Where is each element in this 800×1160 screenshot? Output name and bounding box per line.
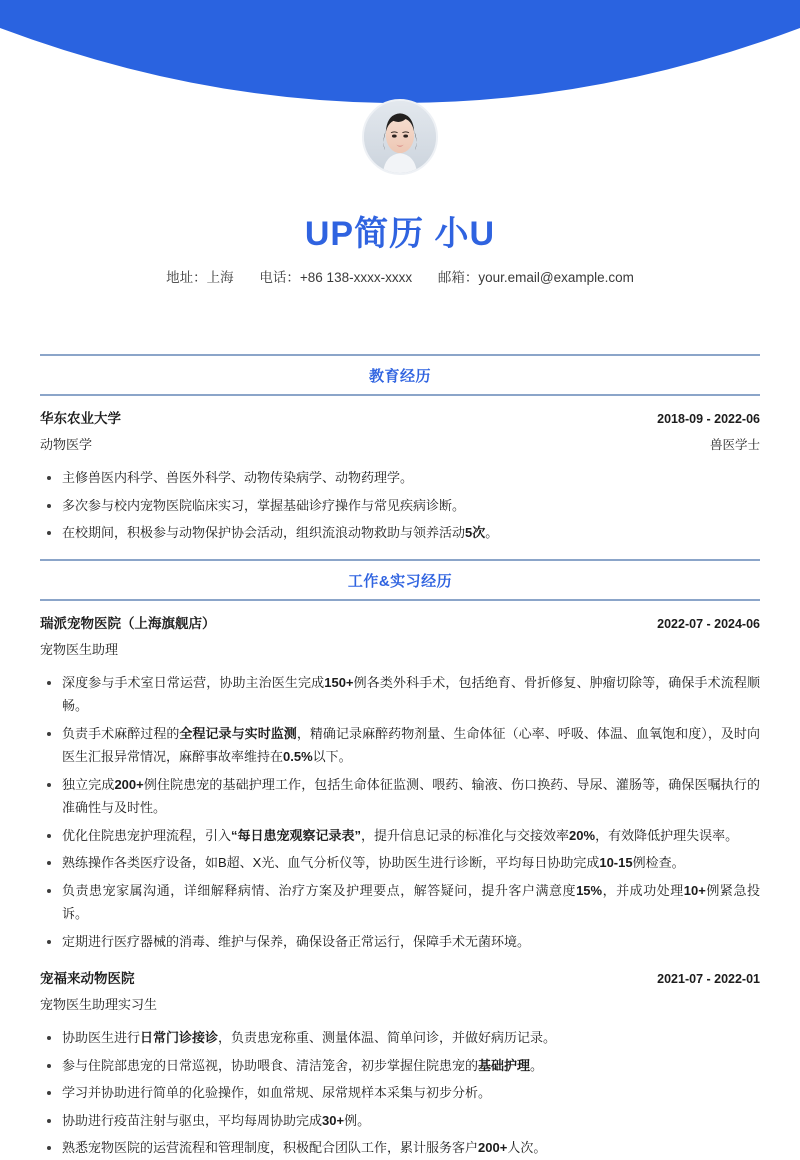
section-title: 教育经历 [368,368,431,385]
section-header [40,354,760,396]
bullet-highlight: 150+ [324,674,354,690]
bullet-highlight: 15% [576,882,603,898]
bullet-item: 负责患宠家属沟通，详细解释病情、治疗方案及护理要点，解答疑问，提升客户满意度15%，并成功处理10+例紧急投诉。 [40,879,760,926]
entry-role: 宠物医生助理实习生 [40,997,158,1012]
entry-organization: 宠福来动物医院 [40,971,135,986]
bullet-highlight: 30+ [322,1112,345,1128]
contact-phone [259,268,412,288]
bullet-item: 协助进行疫苗注射与驱虫，平均每周协助完成30+例。 [40,1109,760,1133]
entry-header-row [40,969,760,989]
resume-body [0,340,800,1160]
entry-degree: 兽医学士 [709,438,760,452]
experience-entry [40,396,760,545]
email-label: 邮箱： [437,270,479,285]
entry-organization: 瑞派宠物医院（上海旗舰店） [40,615,216,631]
experience-entry [40,601,760,954]
bullet-item: 学习并协助进行简单的化验操作，如血常规、尿常规样本采集与初步分析。 [40,1081,760,1105]
entry-organization: 华东农业大学 [40,411,121,426]
bullet-highlight: 200+ [478,1140,508,1155]
bullet-list [40,671,760,954]
bullet-item: 熟悉宠物医院的运营流程和管理制度，积极配合团队工作，累计服务客户200+人次。 [40,1136,760,1160]
bullet-highlight: 10-15 [599,855,633,870]
entry-date-range: 2018-09 - 2022-06 [657,412,760,426]
email-value: your.email@example.com [478,270,634,285]
entry-subheader-row [40,989,760,1015]
entry-role: 宠物医生助理 [40,641,119,657]
entry-date-range: 2021-07 - 2022-01 [657,972,760,986]
page-title: UP简历 小U [304,215,496,253]
address-label: 地址： [166,270,207,285]
contact-line [0,268,800,288]
bullet-item: 多次参与校内宠物医院临床实习，掌握基础诊疗操作与常见疾病诊断。 [40,494,760,518]
section-title: 工作&实习经历 [347,572,453,590]
entry-subheader-row [40,634,760,660]
bullet-highlight: 20% [569,827,596,843]
entry-header-row [40,614,760,634]
experience-entry [40,953,760,1160]
bullet-highlight: 全程记录与实时监测 [179,725,297,741]
contact-address [166,268,234,288]
bullet-highlight: 5次 [465,525,486,540]
entry-subheader-row [40,429,760,455]
bullet-highlight: 0.5% [283,749,313,764]
contact-email [438,268,634,288]
bullet-item: 深度参与手术室日常运营，协助主治医生完成150+例各类外科手术，包括绝育、骨折修复、肿瘤切除等，确保手术流程顺畅。 [40,671,760,718]
bullet-item: 在校期间，积极参与动物保护协会活动，组织流浪动物救助与领养活动5次。 [40,521,760,545]
bullet-item: 独立完成200+例住院患宠的基础护理工作，包括生命体征监测、喂药、输液、伤口换药、导尿、灌肠等，确保医嘱执行的准确性与及时性。 [40,773,760,820]
address-value: 上海 [206,270,234,285]
bullet-item: 定期进行医疗器械的消毒、维护与保养，确保设备正常运行，保障手术无菌环境。 [40,930,760,954]
entry-header-row [40,409,760,429]
entry-date-range: 2022-07 - 2024-06 [657,616,760,631]
phone-value: +86 138-xxxx-xxxx [299,270,413,285]
bullet-item: 熟练操作各类医疗设备，如B超、X光、血气分析仪等，协助医生进行诊断，平均每日协助完成10-15例检查。 [40,851,760,875]
bullet-list [40,1026,760,1160]
bullet-list [40,466,760,545]
bullet-highlight: 日常门诊接诊 [140,1030,219,1045]
bullet-item: 负责手术麻醉过程的全程记录与实时监测，精确记录麻醉药物剂量、生命体征（心率、呼吸、体温、血氧饱和度），及时向医生汇报异常情况，麻醉事故率维持在0.5%以下。 [40,722,760,769]
bullet-highlight: 10+ [683,882,706,898]
section-header [40,559,760,601]
bullet-item: 协助医生进行日常门诊接诊，负责患宠称重、测量体温、简单问诊，并做好病历记录。 [40,1026,760,1050]
entry-role: 动物医学 [40,437,93,452]
phone-label: 电话： [259,270,300,285]
avatar [362,99,438,175]
bullet-item: 主修兽医内科学、兽医外科学、动物传染病学、动物药理学。 [40,466,760,490]
bullet-item: 参与住院部患宠的日常巡视，协助喂食、清洁笼舍，初步掌握住院患宠的基础护理。 [40,1054,760,1078]
bullet-highlight: “每日患宠观察记录表” [231,827,362,843]
bullet-highlight: 基础护理 [478,1057,531,1073]
bullet-highlight: 200+ [114,776,144,792]
bullet-item: 优化住院患宠护理流程，引入“每日患宠观察记录表”，提升信息记录的标准化与交接效率20%，有效降低护理失误率。 [40,824,760,848]
